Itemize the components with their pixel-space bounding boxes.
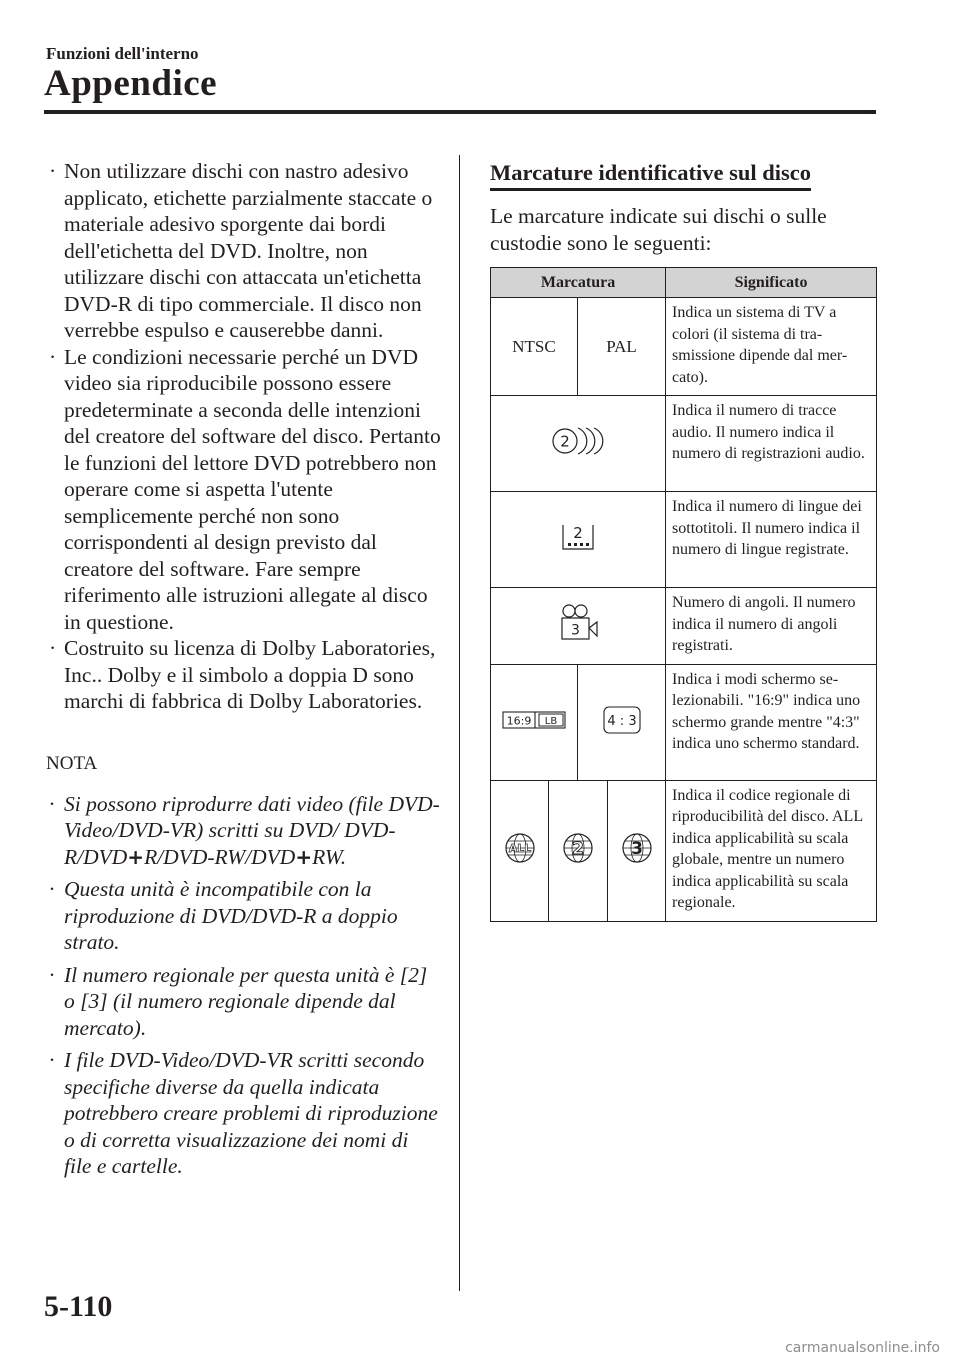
angle-desc: Numero di angoli. Il numero indica il numero di angoli registrati.	[666, 588, 877, 665]
widescreen-cell	[491, 664, 578, 780]
pal-label: PAL	[606, 336, 637, 356]
right-column	[490, 160, 876, 257]
table-row	[491, 664, 877, 780]
note-item	[46, 791, 441, 871]
angle-symbol-cell	[491, 588, 666, 665]
disc-markings-table	[490, 267, 877, 922]
letterbox-label: LB	[544, 715, 558, 727]
standard-screen-label: 4 : 3	[606, 713, 637, 729]
table-row	[491, 588, 877, 665]
table-row	[491, 396, 877, 492]
audio-number: 2	[560, 432, 570, 451]
table-row	[491, 298, 877, 396]
subtitle-desc: Indica il numero di lingue dei sottotitoli. Il numero indica il numero di lingue registrate.	[666, 492, 877, 588]
region-desc: Indica il codice regionale di riproducibilità del disco. ALL indica applicabilità su scala globale, mentre un numero indica applicabilità su scala regionale.	[666, 780, 877, 921]
intro-text: Le marcature indicate sui dischi o sulle custodie sono le seguenti:	[490, 204, 827, 255]
bullet-dot: ·	[49, 1048, 55, 1072]
note-text: RW.	[312, 844, 347, 869]
bullet-item	[46, 344, 441, 636]
region-all-label: ALL	[508, 842, 531, 855]
header-rule	[44, 110, 876, 114]
note-text: Il numero regionale per questa unità è [2] o [3] (il numero regionale dipende dal mercato).	[64, 962, 428, 1040]
screen-mode-desc: Indica i modi schermo se- lezionabili. "16:9" indica uno schermo grande mentre "4:3" indica uno schermo standard.	[666, 664, 877, 780]
note-item	[46, 1047, 441, 1180]
column-divider	[459, 155, 460, 1291]
widescreen-label: 16:9	[506, 714, 532, 727]
widescreen-lb-icon	[502, 709, 566, 731]
bullet-item	[46, 635, 441, 715]
region-2-cell	[549, 780, 608, 921]
watermark: carmanualsonline.info	[785, 1340, 940, 1356]
table-header-row	[491, 268, 877, 298]
region-globe-3-icon	[620, 831, 654, 865]
bullet-dot: ·	[49, 962, 55, 987]
bullet-text: Costruito su licenza di Dolby Laboratories, Inc.. Dolby e il simbolo a doppia D sono marchi di fabbrica di Dolby Laboratories.	[64, 636, 436, 713]
column-header-meaning: Significato	[666, 268, 877, 298]
region-3-cell	[608, 780, 666, 921]
bullet-text: Le condizioni necessarie perché un DVD video sia riproducibile possono essere predeterminate a seconda delle intenzioni del creatore del software del disco. Pertanto le funzioni del lettore DVD potrebbero non operare come si aspetta l'utente semplicemente perché non sono corrispondenti al design previsto dal creatore del software. Fare sempre riferimento alle istruzioni allegate al disco in questione.	[64, 344, 441, 634]
column-header-marking: Marcatura	[491, 268, 666, 298]
plus-glyph: +	[295, 844, 313, 869]
audio-tracks-icon	[548, 424, 608, 458]
note-text: Si possono riprodurre dati video (file DVD-Video/DVD-VR) scritti su DVD/ DVD-R/DVD	[64, 791, 440, 869]
table-row	[491, 492, 877, 588]
page-title: Appendice	[44, 63, 218, 104]
bullet-dot: ·	[49, 159, 57, 183]
pal-cell	[578, 298, 666, 396]
audio-desc: Indica il numero di tracce audio. Il numero indica il numero di registrazioni audio.	[666, 396, 877, 492]
audio-symbol-cell	[491, 396, 666, 492]
bullet-item	[46, 158, 441, 344]
angle-number: 3	[571, 622, 580, 639]
note-text: Questa unità è incompatibile con la riproduzione di DVD/DVD-R a doppio strato.	[64, 877, 398, 954]
section-label: Funzioni dell'interno	[46, 44, 199, 63]
standard-screen-icon	[602, 705, 642, 735]
bullet-dot: ·	[49, 791, 55, 816]
note-text: I file DVD-Video/DVD-VR scritti secondo specifiche diverse da quella indicata potrebbero creare problemi di riproduzione o di corretta visualizzazione dei nomi di file e cartelle.	[64, 1048, 438, 1178]
bullet-dot: ·	[49, 877, 55, 901]
camera-angles-icon	[554, 603, 602, 643]
bullet-dot: ·	[49, 344, 57, 369]
region-2-label: 2	[572, 839, 584, 859]
note-title: NOTA	[46, 752, 98, 774]
note-item	[46, 876, 441, 956]
bullet-text: Non utilizzare dischi con nastro adesivo applicato, etichette parzialmente staccate o materiale adesivo sporgente dai bordi dell'etichetta del DVD. Inoltre, non utilizzare dischi con attaccata un'etichetta DVD-R di tipo commerciale. Il disco non verrebbe espulso e causerebbe danni.	[64, 159, 433, 342]
subtitle-symbol-cell	[491, 492, 666, 588]
ntsc-label: NTSC	[512, 336, 556, 356]
subtitle-languages-icon	[557, 519, 599, 555]
region-all-cell	[491, 780, 549, 921]
tv-system-desc: Indica un sistema di TV a colori (il sistema di tra- smissione dipende dal mer- cato).	[666, 298, 877, 396]
region-globe-2-icon	[561, 831, 595, 865]
left-column	[46, 158, 441, 1180]
note-text: R/DVD-RW/DVD	[144, 844, 296, 869]
region-3-label: 3	[630, 839, 643, 859]
section-title: Marcature identificative sul disco	[490, 160, 811, 191]
note-item	[46, 962, 441, 1042]
region-globe-all-icon	[503, 831, 537, 865]
note-list	[46, 791, 441, 1180]
page-number: 5-110	[44, 1290, 113, 1323]
table-row	[491, 780, 877, 921]
ntsc-cell	[491, 298, 578, 396]
standard-screen-cell	[578, 664, 666, 780]
bullet-dot: ·	[49, 636, 57, 660]
subtitle-number: 2	[573, 524, 583, 542]
plus-glyph: +	[127, 844, 145, 869]
